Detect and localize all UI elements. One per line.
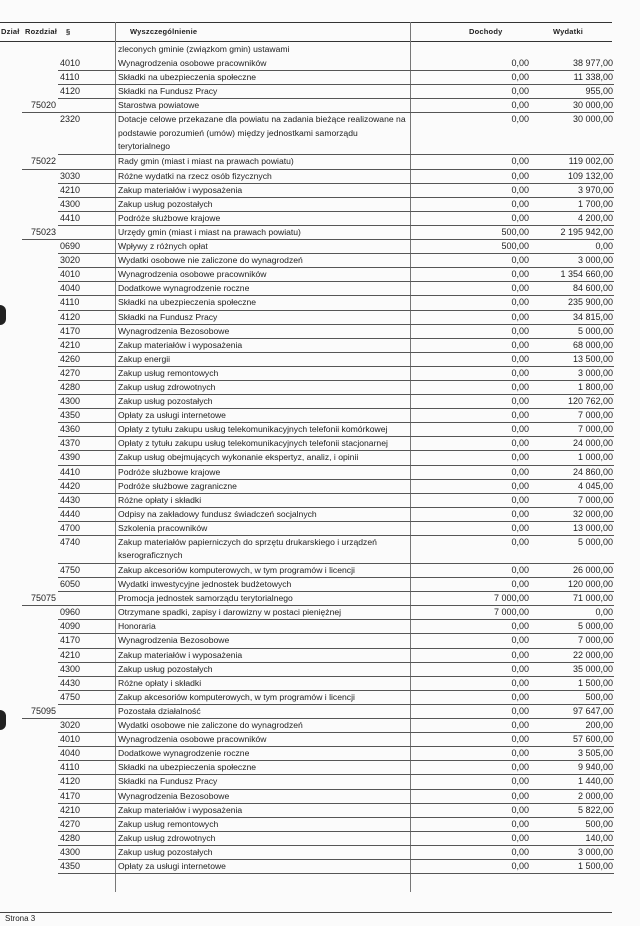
wydatki-cell: 140,00 <box>585 832 613 843</box>
wydatki-cell: 13 000,00 <box>572 522 613 533</box>
dochody-cell: 500,00 <box>501 226 529 237</box>
wydatki-cell: 38 977,00 <box>572 58 613 69</box>
chapter-row <box>0 99 640 113</box>
dochody-cell: 0,00 <box>511 537 529 547</box>
table-row <box>0 620 640 634</box>
dochody-cell: 0,00 <box>511 466 529 477</box>
paragraf-cell: 4280 <box>60 832 81 843</box>
paragraf-cell: 4210 <box>60 649 81 660</box>
paragraf-cell: 3020 <box>60 720 81 731</box>
paragraf-cell: 4350 <box>60 410 81 421</box>
table-row <box>0 71 640 85</box>
dochody-cell: 7 000,00 <box>493 607 529 618</box>
wydatki-cell: 84 600,00 <box>572 283 613 294</box>
dochody-cell: 0,00 <box>511 86 529 97</box>
paragraf-cell: 6050 <box>60 579 81 590</box>
wydatki-cell: 0,00 <box>595 241 613 252</box>
table-row <box>0 268 640 282</box>
description-cell: Podróże służbowe krajowe <box>118 466 221 477</box>
table-row <box>0 860 640 874</box>
wydatki-cell: 71 000,00 <box>572 593 613 604</box>
paragraf-cell: 4120 <box>60 311 81 322</box>
paragraf-cell: 4170 <box>60 635 81 646</box>
paragraf-cell: 4170 <box>60 790 81 801</box>
paragraf-cell: 4740 <box>60 537 81 547</box>
description-cell: Otrzymane spadki, zapisy i darowizny w postaci pieniężnej <box>118 607 342 618</box>
dochody-cell: 0,00 <box>511 381 529 392</box>
description-cell: Wynagrodzenia Bezosobowe <box>118 635 230 646</box>
dochody-cell: 0,00 <box>511 677 529 688</box>
table-row <box>0 804 640 818</box>
paragraf-cell: 3020 <box>60 255 81 266</box>
description-cell: Szkolenia pracowników <box>118 522 208 533</box>
paragraf-cell: 4750 <box>60 691 81 702</box>
description-cell: Dodatkowe wynagrodzenie roczne <box>118 748 250 759</box>
paragraf-cell: 4350 <box>60 860 81 871</box>
dochody-cell: 0,00 <box>511 367 529 378</box>
table-row <box>0 761 640 775</box>
table-row <box>0 846 640 860</box>
description-cell: Urzędy gmin (miast i miast na prawach powiatu) <box>118 226 301 237</box>
rozdzial-cell: 75022 <box>31 156 57 167</box>
wydatki-cell: 235 900,00 <box>567 297 613 308</box>
dochody-cell: 0,00 <box>511 100 529 111</box>
description-cell: Pozostała działalność <box>118 705 201 716</box>
dochody-cell: 0,00 <box>511 396 529 407</box>
chapter-row <box>0 592 640 606</box>
wydatki-cell: 1 440,00 <box>577 776 613 787</box>
wydatki-cell: 5 000,00 <box>577 621 613 632</box>
description-cell: Zakup energii <box>118 353 171 364</box>
table-row <box>0 43 640 57</box>
table-row <box>0 522 640 536</box>
chapter-row <box>0 226 640 240</box>
paragraf-cell: 4260 <box>60 353 81 364</box>
description-cell: Starostwa powiatowe <box>118 100 200 111</box>
wydatki-cell: 1 700,00 <box>577 198 613 209</box>
wydatki-cell: 3 000,00 <box>577 255 613 266</box>
dochody-cell: 0,00 <box>511 353 529 364</box>
paragraf-cell: 4110 <box>60 297 80 308</box>
dochody-cell: 0,00 <box>511 212 529 223</box>
paragraf-cell: 4110 <box>60 762 80 773</box>
paragraf-cell: 4280 <box>60 381 81 392</box>
paragraf-cell: 4370 <box>60 438 81 449</box>
wydatki-cell: 500,00 <box>585 691 613 702</box>
table-row <box>0 451 640 465</box>
wydatki-cell: 1 000,00 <box>577 452 613 463</box>
dochody-cell: 7 000,00 <box>493 593 529 604</box>
table-row <box>0 282 640 296</box>
header-wyszczegolnienie: Wyszczególnienie <box>130 27 198 36</box>
wydatki-cell: 34 815,00 <box>572 311 613 322</box>
paragraf-cell: 4170 <box>60 325 81 336</box>
table-row <box>0 437 640 451</box>
dochody-cell: 0,00 <box>511 339 529 350</box>
chapter-row <box>0 155 640 169</box>
description-cell: Zakup usług zdrowotnych <box>118 381 216 392</box>
wydatki-cell: 24 860,00 <box>572 466 613 477</box>
wydatki-cell: 119 002,00 <box>568 156 613 167</box>
description-cell: Wynagrodzenia osobowe pracowników <box>118 734 267 745</box>
description-cell: Opłaty z tytułu zakupu usług telekomunikacyjnych telefonii stacjonarnej <box>118 438 388 449</box>
header-rozdzial: Rozdział <box>25 27 58 36</box>
paragraf-cell: 4040 <box>60 748 81 759</box>
table-row <box>0 508 640 522</box>
dochody-cell: 0,00 <box>511 818 529 829</box>
description-cell: Wydatki inwestycyjne jednostek budżetowych <box>118 579 292 590</box>
table-row <box>0 775 640 789</box>
dochody-cell: 0,00 <box>511 297 529 308</box>
wydatki-cell: 1 354 660,00 <box>560 269 613 280</box>
paragraf-cell: 2320 <box>60 114 81 125</box>
wydatki-cell: 35 000,00 <box>572 663 613 674</box>
dochody-cell: 0,00 <box>511 72 529 83</box>
wydatki-cell: 32 000,00 <box>572 508 613 519</box>
table-row <box>0 339 640 353</box>
dochody-cell: 0,00 <box>511 269 529 280</box>
table-row <box>0 170 640 184</box>
description-cell: Zakup usług obejmujących wykonanie ekspertyz, analiz, i opinii <box>118 452 359 463</box>
wydatki-cell: 2 195 942,00 <box>560 226 613 237</box>
dochody-cell: 0,00 <box>511 762 529 773</box>
dochody-cell: 0,00 <box>511 198 529 209</box>
paragraf-cell: 4010 <box>60 58 81 69</box>
paragraf-cell: 4300 <box>60 846 81 857</box>
table-row <box>0 395 640 409</box>
wydatki-cell: 7 000,00 <box>577 410 613 421</box>
wydatki-cell: 3 505,00 <box>577 748 613 759</box>
dochody-cell: 0,00 <box>511 156 529 167</box>
description-cell: Opłaty z tytułu zakupu usług telekomunikacyjnych telefonii komórkowej <box>118 424 388 435</box>
dochody-cell: 0,00 <box>511 720 529 731</box>
description-cell: Odpisy na zakładowy fundusz świadczeń socjalnych <box>118 508 317 519</box>
wydatki-cell: 1 800,00 <box>577 381 613 392</box>
description-cell: Zakup akcesoriów komputerowych, w tym programów i licencji <box>118 691 355 702</box>
dochody-cell: 0,00 <box>511 705 529 716</box>
description-cell: Składki na ubezpieczenia społeczne <box>118 72 257 83</box>
paragraf-cell: 4110 <box>60 72 80 83</box>
table-row <box>0 184 640 198</box>
table-row <box>0 311 640 325</box>
description-cell: Składki na ubezpieczenia społeczne <box>118 297 257 308</box>
dochody-cell: 0,00 <box>511 649 529 660</box>
dochody-cell: 0,00 <box>511 508 529 519</box>
wydatki-cell: 13 500,00 <box>572 353 613 364</box>
table-row <box>0 466 640 480</box>
paragraf-cell: 4120 <box>60 86 81 97</box>
wydatki-cell: 200,00 <box>585 720 613 731</box>
description-cell: Zakup materiałów papierniczych do sprzętu drukarskiego i urządzeń kserograficznych <box>118 537 377 561</box>
description-cell: Zakup usług pozostałych <box>118 663 213 674</box>
paragraf-cell: 4300 <box>60 198 81 209</box>
dochody-cell: 0,00 <box>511 255 529 266</box>
header-dzial: Dział <box>1 27 20 36</box>
description-cell: Wynagrodzenia Bezosobowe <box>118 790 230 801</box>
wydatki-cell: 26 000,00 <box>572 565 613 575</box>
table-row <box>0 198 640 212</box>
description-cell: Honoraria <box>118 621 156 632</box>
description-cell: Zakup akcesoriów komputerowych, w tym programów i licencji <box>118 565 355 575</box>
dochody-cell: 0,00 <box>511 635 529 646</box>
budget-table <box>0 43 640 874</box>
paragraf-cell: 4040 <box>60 283 81 294</box>
header-dochody: Dochody <box>469 27 503 36</box>
wydatki-cell: 109 132,00 <box>567 170 613 181</box>
table-row <box>0 381 640 395</box>
table-row <box>0 691 640 705</box>
description-cell: Zakup usług pozostałych <box>118 396 213 407</box>
rozdzial-cell: 75020 <box>31 100 57 111</box>
description-cell: Wydatki osobowe nie zaliczone do wynagrodzeń <box>118 720 303 731</box>
punch-hole <box>0 305 6 325</box>
description-cell: Zakup usług remontowych <box>118 818 219 829</box>
wydatki-cell: 9 940,00 <box>577 762 613 773</box>
table-row <box>0 423 640 437</box>
wydatki-cell: 3 000,00 <box>577 367 613 378</box>
table-row <box>0 719 640 733</box>
paragraf-cell: 4010 <box>60 734 81 745</box>
wydatki-cell: 30 000,00 <box>572 114 613 125</box>
wydatki-cell: 955,00 <box>585 86 613 97</box>
wydatki-cell: 5 000,00 <box>577 537 613 547</box>
dochody-cell: 0,00 <box>511 790 529 801</box>
description-cell: Dodatkowe wynagrodzenie roczne <box>118 283 250 294</box>
dochody-cell: 0,00 <box>511 494 529 505</box>
dochody-cell: 0,00 <box>511 410 529 421</box>
table-row <box>0 85 640 99</box>
dochody-cell: 0,00 <box>511 424 529 435</box>
page-number: Strona 3 <box>5 914 36 923</box>
paragraf-cell: 4270 <box>60 367 81 378</box>
table-row <box>0 733 640 747</box>
paragraf-cell: 4430 <box>60 494 81 505</box>
wydatki-cell: 68 000,00 <box>572 339 613 350</box>
table-row <box>0 254 640 268</box>
rozdzial-cell: 75023 <box>31 226 57 237</box>
wydatki-cell: 0,00 <box>595 607 613 618</box>
wydatki-cell: 1 500,00 <box>577 677 613 688</box>
table-row <box>0 663 640 677</box>
paragraf-cell: 4210 <box>60 804 81 815</box>
wydatki-cell: 2 000,00 <box>577 790 613 801</box>
description-cell: Zakup usług remontowych <box>118 367 219 378</box>
dochody-cell: 0,00 <box>511 114 529 125</box>
description-cell: Różne wydatki na rzecz osób fizycznych <box>118 170 272 181</box>
wydatki-cell: 7 000,00 <box>577 635 613 646</box>
description-cell: Dotacje celowe przekazane dla powiatu na zadania bieżące realizowane na podstawie porozumień (umów) między jednostkami samorządu terytorialnego <box>118 114 406 152</box>
table-row <box>0 353 640 367</box>
paragraf-cell: 4420 <box>60 480 81 491</box>
description-cell: zleconych gminie (związkom gmin) ustawami <box>118 44 290 54</box>
dochody-cell: 0,00 <box>511 438 529 449</box>
table-row <box>0 677 640 691</box>
header-paragraf: § <box>66 27 71 36</box>
wydatki-cell: 1 500,00 <box>577 860 613 871</box>
dochody-cell: 0,00 <box>511 311 529 322</box>
dochody-cell: 0,00 <box>511 283 529 294</box>
paragraf-cell: 0960 <box>60 607 81 618</box>
wydatki-cell: 11 338,00 <box>573 72 613 83</box>
paragraf-cell: 4090 <box>60 621 81 632</box>
table-row <box>0 818 640 832</box>
dochody-cell: 0,00 <box>511 832 529 843</box>
paragraf-cell: 4360 <box>60 424 81 435</box>
dochody-cell: 0,00 <box>511 734 529 745</box>
description-cell: Podróże służbowe zagraniczne <box>118 480 237 491</box>
dochody-cell: 0,00 <box>511 565 529 575</box>
table-row <box>0 634 640 648</box>
wydatki-cell: 3 970,00 <box>577 184 613 195</box>
paragraf-cell: 4210 <box>60 339 81 350</box>
table-row <box>0 113 640 155</box>
description-cell: Wynagrodzenia Bezosobowe <box>118 325 230 336</box>
dochody-cell: 0,00 <box>511 184 529 195</box>
description-cell: Podróże służbowe krajowe <box>118 212 221 223</box>
table-row <box>0 536 640 564</box>
description-cell: Zakup materiałów i wyposażenia <box>118 649 243 660</box>
dochody-cell: 0,00 <box>511 691 529 702</box>
wydatki-cell: 22 000,00 <box>572 649 613 660</box>
punch-hole <box>0 710 6 730</box>
wydatki-cell: 5 822,00 <box>577 804 613 815</box>
row-rule <box>58 873 614 874</box>
wydatki-cell: 7 000,00 <box>577 494 613 505</box>
wydatki-cell: 24 000,00 <box>572 438 613 449</box>
paragraf-cell: 4010 <box>60 269 81 280</box>
dochody-cell: 0,00 <box>511 748 529 759</box>
description-cell: Zakup usług pozostałych <box>118 198 213 209</box>
paragraf-cell: 4410 <box>60 212 81 223</box>
wydatki-cell: 500,00 <box>585 818 613 829</box>
dochody-cell: 0,00 <box>511 621 529 632</box>
table-row <box>0 564 640 578</box>
wydatki-cell: 30 000,00 <box>572 100 613 111</box>
description-cell: Składki na ubezpieczenia społeczne <box>118 762 257 773</box>
paragraf-cell: 0690 <box>60 241 81 252</box>
paragraf-cell: 4410 <box>60 466 81 477</box>
paragraf-cell: 4750 <box>60 565 81 575</box>
rozdzial-cell: 75075 <box>31 593 57 604</box>
description-cell: Wynagrodzenia osobowe pracowników <box>118 58 267 69</box>
paragraf-cell: 4210 <box>60 184 81 195</box>
table-row <box>0 832 640 846</box>
table-header <box>0 22 612 42</box>
paragraf-cell: 4270 <box>60 818 81 829</box>
dochody-cell: 0,00 <box>511 522 529 533</box>
dochody-cell: 0,00 <box>511 804 529 815</box>
wydatki-cell: 97 647,00 <box>572 705 613 716</box>
table-row <box>0 649 640 663</box>
description-cell: Opłaty za usługi internetowe <box>118 410 226 421</box>
dochody-cell: 0,00 <box>511 325 529 336</box>
dochody-cell: 500,00 <box>501 241 529 252</box>
dochody-cell: 0,00 <box>511 846 529 857</box>
paragraf-cell: 4120 <box>60 776 81 787</box>
paragraf-cell: 4700 <box>60 522 81 533</box>
chapter-row <box>0 705 640 719</box>
description-cell: Zakup usług pozostałych <box>118 846 213 857</box>
table-row <box>0 240 640 254</box>
wydatki-cell: 120 762,00 <box>567 396 613 407</box>
paragraf-cell: 4300 <box>60 663 81 674</box>
paragraf-cell: 4390 <box>60 452 81 463</box>
table-row <box>0 747 640 761</box>
description-cell: Wynagrodzenia osobowe pracowników <box>118 269 267 280</box>
description-cell: Składki na Fundusz Pracy <box>118 311 218 322</box>
dochody-cell: 0,00 <box>511 170 529 181</box>
description-cell: Zakup materiałów i wyposażenia <box>118 804 243 815</box>
description-cell: Składki na Fundusz Pracy <box>118 776 218 787</box>
wydatki-cell: 4 045,00 <box>577 480 613 491</box>
bottom-rule <box>0 912 612 913</box>
table-row <box>0 606 640 620</box>
table-row <box>0 57 640 71</box>
dochody-cell: 0,00 <box>511 58 529 69</box>
description-cell: Zakup materiałów i wyposażenia <box>118 339 243 350</box>
description-cell: Różne opłaty i składki <box>118 677 202 688</box>
description-cell: Promocja jednostek samorządu terytorialnego <box>118 593 293 604</box>
wydatki-cell: 4 200,00 <box>577 212 613 223</box>
paragraf-cell: 4430 <box>60 677 81 688</box>
dochody-cell: 0,00 <box>511 663 529 674</box>
dochody-cell: 0,00 <box>511 860 529 871</box>
table-row <box>0 480 640 494</box>
wydatki-cell: 5 000,00 <box>577 325 613 336</box>
description-cell: Różne opłaty i składki <box>118 494 202 505</box>
description-cell: Składki na Fundusz Pracy <box>118 86 218 97</box>
description-cell: Rady gmin (miast i miast na prawach powiatu) <box>118 156 294 167</box>
wydatki-cell: 7 000,00 <box>577 424 613 435</box>
table-row <box>0 367 640 381</box>
table-row <box>0 325 640 339</box>
description-cell: Zakup materiałów i wyposażenia <box>118 184 243 195</box>
description-cell: Wydatki osobowe nie zaliczone do wynagrodzeń <box>118 255 303 266</box>
table-row <box>0 578 640 592</box>
dochody-cell: 0,00 <box>511 480 529 491</box>
header-wydatki: Wydatki <box>553 27 584 36</box>
table-row <box>0 296 640 310</box>
paragraf-cell: 4440 <box>60 508 81 519</box>
description-cell: Opłaty za usługi internetowe <box>118 860 226 871</box>
dochody-cell: 0,00 <box>511 776 529 787</box>
wydatki-cell: 3 000,00 <box>577 846 613 857</box>
dochody-cell: 0,00 <box>511 452 529 463</box>
wydatki-cell: 57 600,00 <box>572 734 613 745</box>
table-row <box>0 790 640 804</box>
table-row <box>0 409 640 423</box>
paragraf-cell: 4300 <box>60 396 81 407</box>
table-row <box>0 494 640 508</box>
paragraf-cell: 3030 <box>60 170 81 181</box>
rozdzial-cell: 75095 <box>31 705 57 716</box>
description-cell: Wpływy z różnych opłat <box>118 241 208 252</box>
dochody-cell: 0,00 <box>511 579 529 590</box>
wydatki-cell: 120 000,00 <box>567 579 613 590</box>
table-row <box>0 212 640 226</box>
description-cell: Zakup usług zdrowotnych <box>118 832 216 843</box>
